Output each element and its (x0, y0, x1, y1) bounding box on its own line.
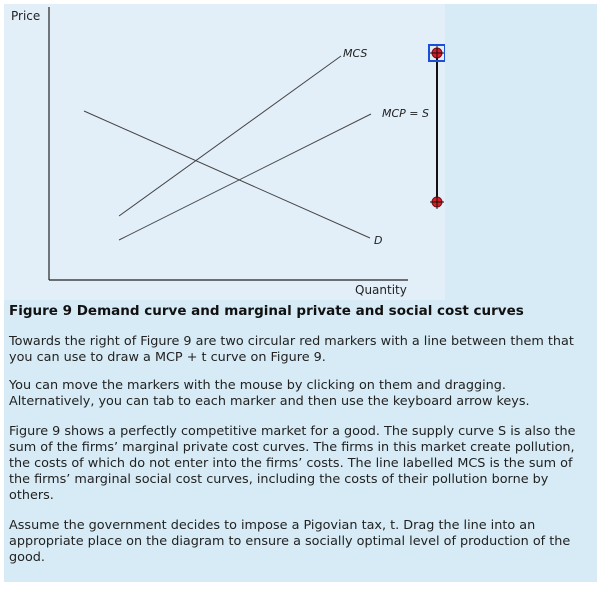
diagram-background (4, 4, 445, 300)
mcs-label: MCS (343, 47, 368, 60)
task-paragraph: Assume the government decides to impose a Pigovian tax, t. Drag the line into an appropriate place on the diagram to ensure a socially optimal level of production of the good. (9, 518, 571, 565)
figure-9-diagram (4, 4, 445, 300)
demand-label: D (374, 234, 383, 247)
market-description-paragraph: Figure 9 shows a perfectly competitive market for a good. The supply curve S is also the sum of the firms’ marginal private cost curves. The firms in this market create pollution, the costs of which do not enter into the firms’ costs. The line labelled MCS is the sum of the firms’ marginal social cost curves, including the costs of their pollution borne by others. (9, 424, 576, 503)
instructions-paragraph-2: You can move the markers with the mouse by clicking on them and dragging. Alternatively, you can tab to each marker and then use the keyboard arrow keys. (9, 378, 530, 409)
figure-caption: Figure 9 Demand curve and marginal private and social cost curves (9, 303, 524, 319)
y-axis-label: Price (11, 9, 41, 23)
mcp-s-label: MCP = S (382, 107, 429, 120)
instructions-paragraph-1: Towards the right of Figure 9 are two circular red markers with a line between them that you can use to draw a MCP + t curve on Figure 9. (9, 334, 574, 365)
x-axis-label: Quantity (355, 283, 407, 297)
